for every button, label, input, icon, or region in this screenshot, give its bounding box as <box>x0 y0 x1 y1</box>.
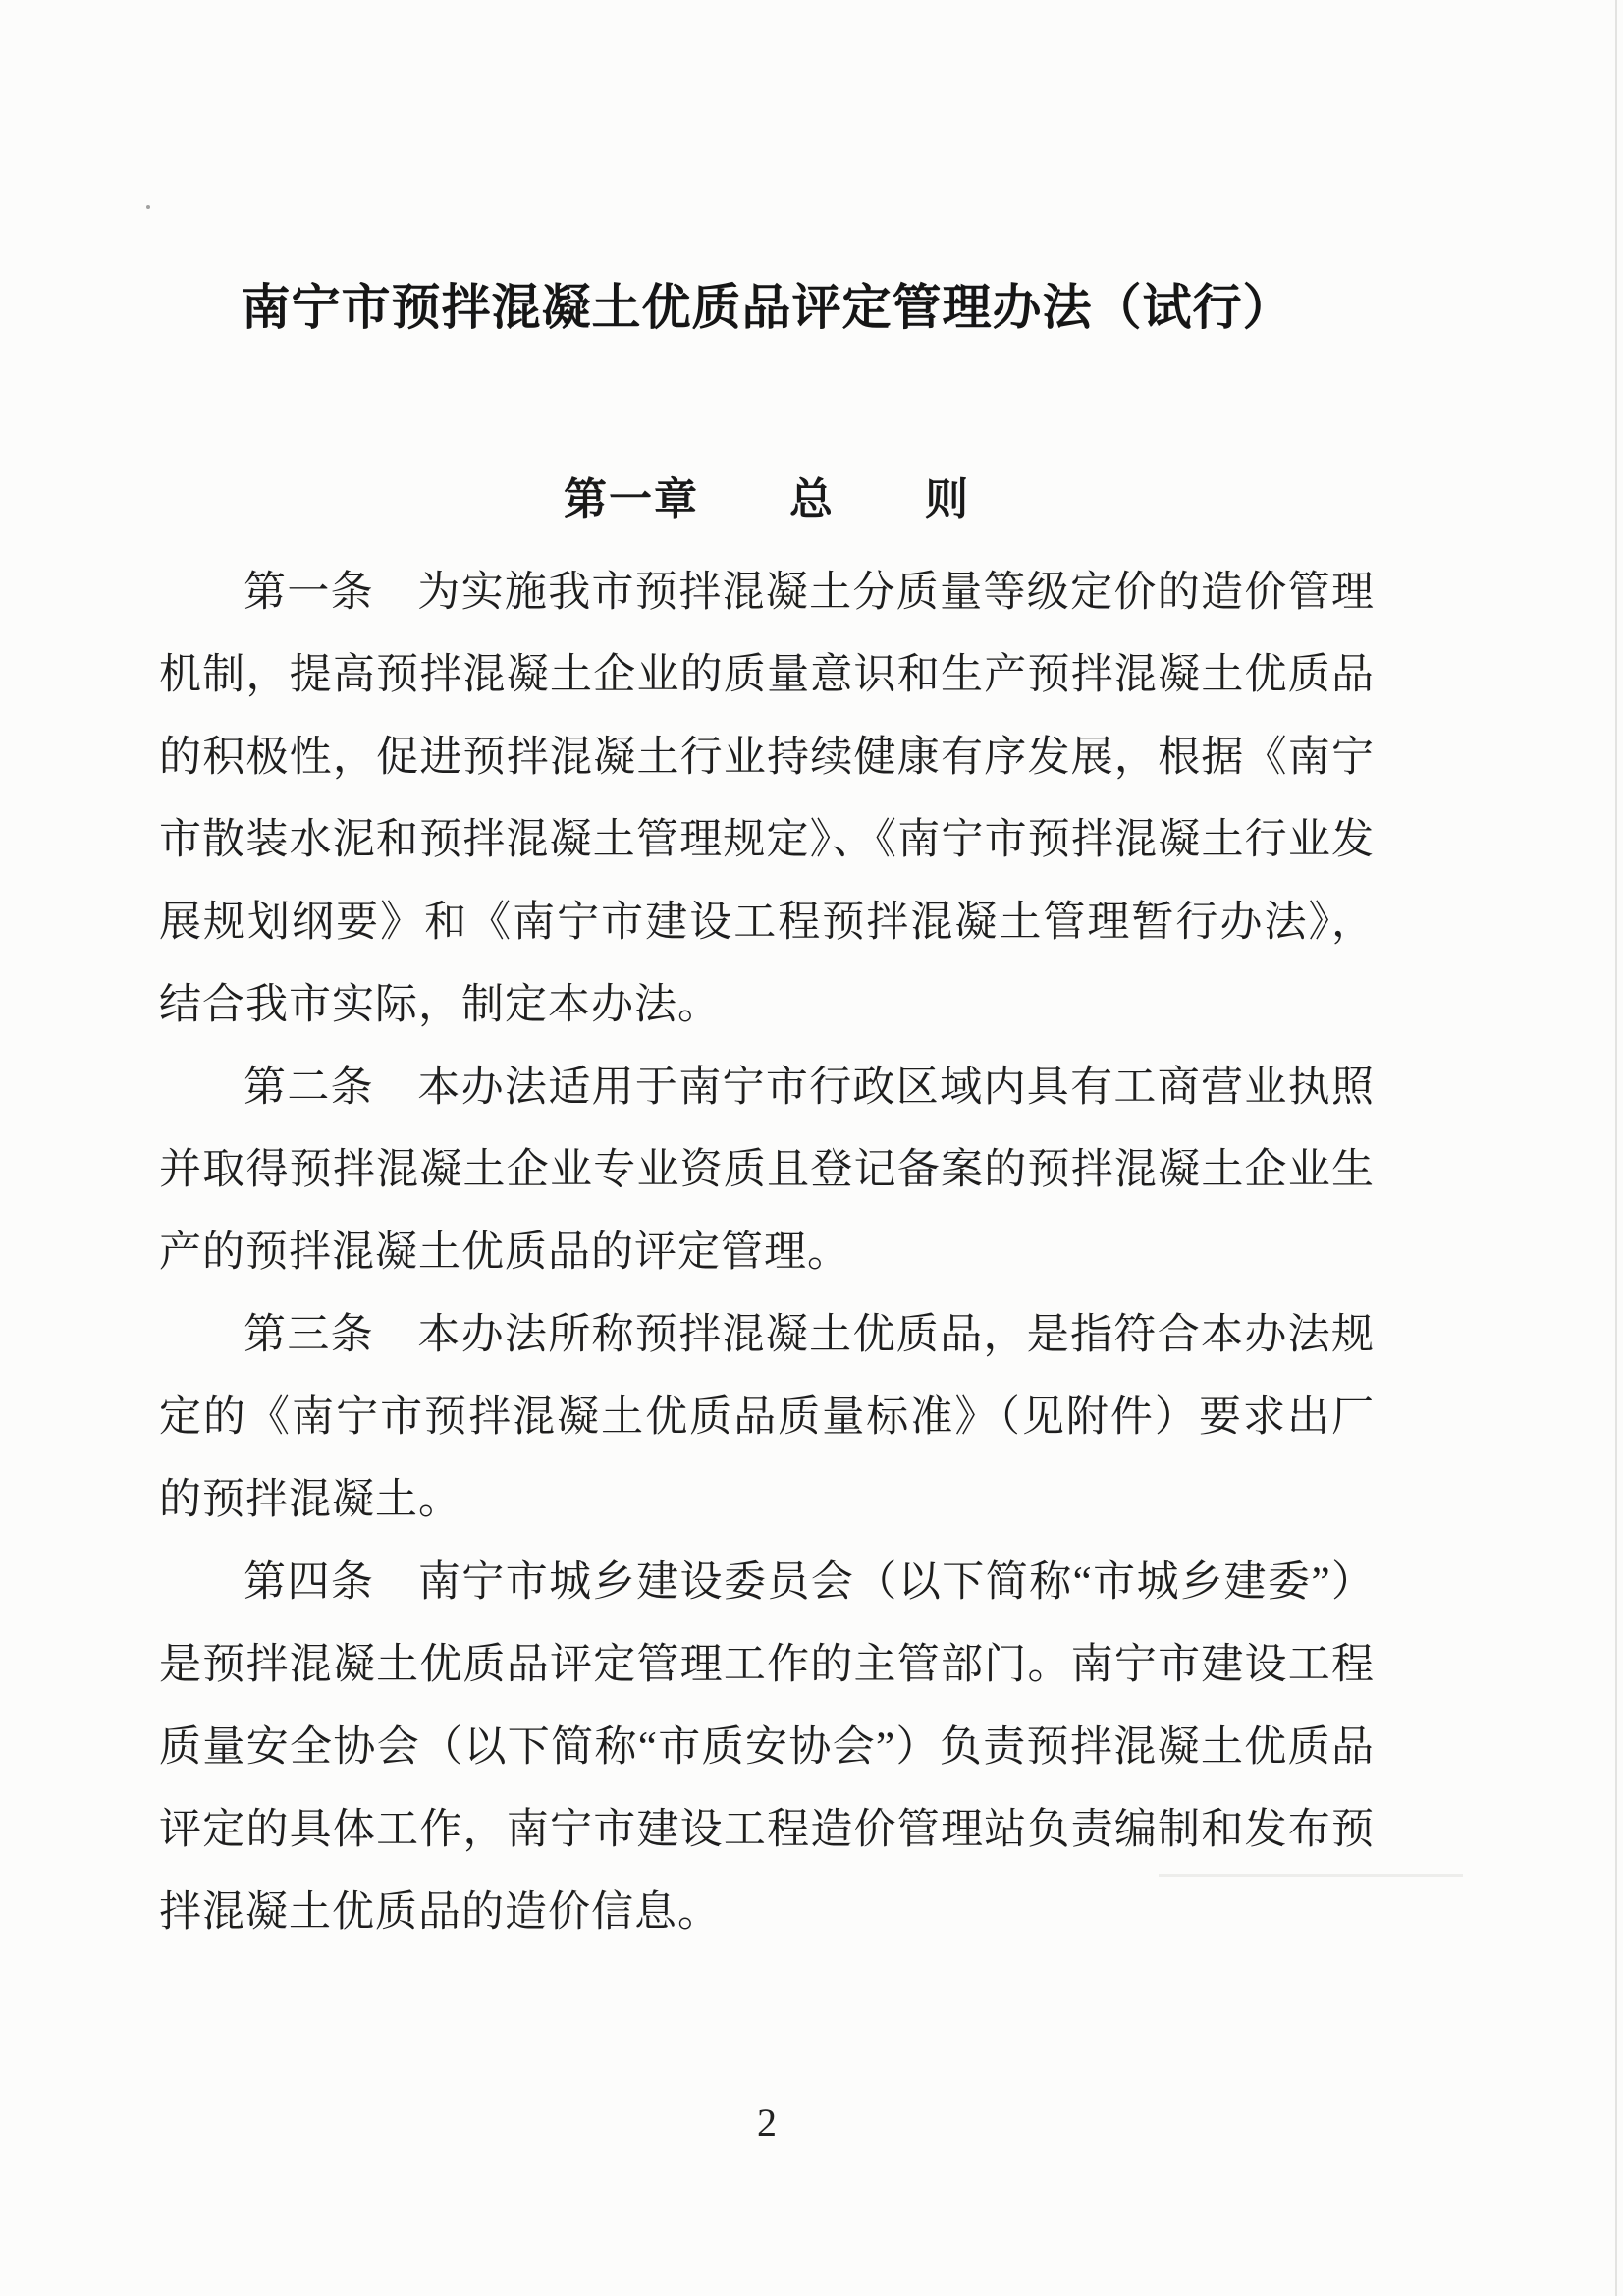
document-body <box>159 552 1375 1954</box>
page-number: 2 <box>757 2101 777 2145</box>
scan-speck <box>146 205 150 209</box>
paragraph-article-4: 第四条 南宁市城乡建设委员会（以下简称“市城乡建委”）是预拌混凝土优质品评定管理工作的主管部门。南宁市建设工程质量安全协会（以下简称“市质安协会”）负责预拌混凝土优质品评定的具体工作，南宁市建设工程造价管理站负责编制和发布预拌混凝土优质品的造价信息。 <box>159 1559 1375 1936</box>
document-text-column <box>159 0 1375 1954</box>
scan-edge-artifact <box>1615 0 1617 2296</box>
chapter-heading: 第一章 总 则 <box>564 475 970 523</box>
paragraph-article-3: 第三条 本办法所称预拌混凝土优质品，是指符合本办法规定的《南宁市预拌混凝土优质品质量标准》（见附件）要求出厂的预拌混凝土。 <box>159 1312 1375 1523</box>
paragraph-article-2: 第二条 本办法适用于南宁市行政区域内具有工商营业执照并取得预拌混凝土企业专业资质且登记备案的预拌混凝土企业生产的预拌混凝土优质品的评定管理。 <box>159 1065 1375 1276</box>
scan-streak-artifact <box>1159 1874 1463 1877</box>
paragraph-article-1: 第一条 为实施我市预拌混凝土分质量等级定价的造价管理机制，提高预拌混凝土企业的质量意识和生产预拌混凝土优质品的积极性，促进预拌混凝土行业持续健康有序发展，根据《南宁市散装水泥和预拌混凝土管理规定》、《南宁市预拌混凝土行业发展规划纲要》和《南宁市建设工程预拌混凝土管理暂行办法》，结合我市实际，制定本办法。 <box>159 570 1375 1028</box>
document-title: 南宁市预拌混凝土优质品评定管理办法（试行） <box>241 280 1293 335</box>
